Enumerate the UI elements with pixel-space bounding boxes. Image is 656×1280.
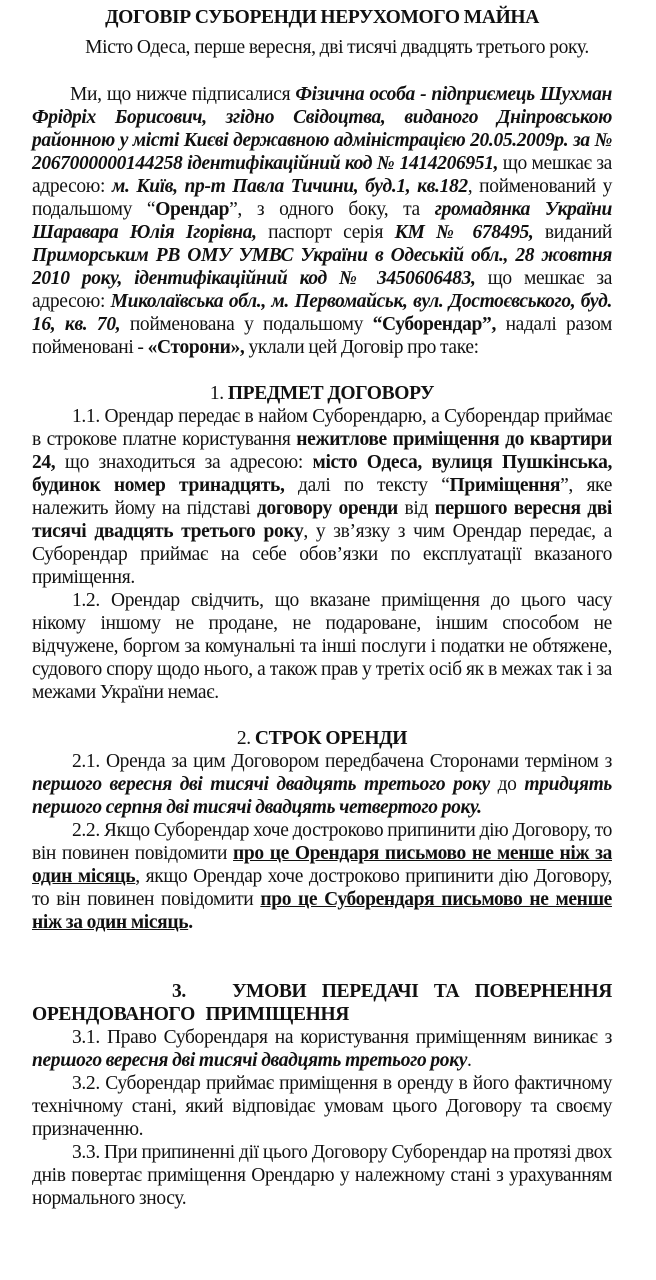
section-heading [32, 382, 612, 405]
text-run: 2.1. Оренда за цим Договором передбачена Сторонами терміном з [72, 751, 612, 772]
city-date-line: Місто Одеса, перше вересня, дві тисячі двадцять третього року. [85, 37, 589, 58]
text-run: 3.3. При припиненні дії цього Договору Суборендар на протязі двох днів повертає приміщення Орендарю у належному стані з урахуванням нормального зносу. [32, 1142, 612, 1209]
text-run: Орендар [155, 199, 230, 220]
text-run: 1.1. Орендар передає в найом Суборендарю, а Суборендар приймає в строкове платне користування [32, 406, 612, 450]
section-number: 3. [172, 981, 233, 1002]
text-run: м. Київ, пр-т Павла Тичини, буд.1, кв.182 [111, 176, 468, 197]
section-title: СТРОК ОРЕНДИ [254, 728, 408, 749]
text-run: про це Орендаря письмово не менше ніж за один місяць [32, 843, 612, 887]
contract-document [32, 6, 612, 1210]
text-run: нежитлове приміщення до квартири 24, [32, 429, 612, 473]
text-run: , якщо Орендар хоче достроково припинити дію Договору, то він повинен повідомити [32, 866, 612, 910]
text-run: , пойменований у подальшому “ [32, 176, 612, 220]
text-run: ”, з одного боку, та [229, 199, 435, 220]
text-run: «Сторони», [147, 337, 245, 358]
text-run: першого вересня дві тисячі двадцять третього року [32, 774, 490, 795]
text-run: 1.2. Орендар свідчить, що вказане приміщення до цього часу нікому іншому не продане, не подароване, іншим способом не відчужене, боргом за комунальні та інші послуги і податки не обтяжене, судового спору щодо нього, а також прав у третіх осіб як в межах так і за межами України немає. [32, 590, 612, 703]
text-run: договору оренди [256, 498, 398, 519]
text-run: що мешкає за адресою: [32, 153, 612, 197]
clause-paragraph [32, 1026, 612, 1072]
text-run: КМ № 678495, [394, 222, 534, 243]
clause-paragraph [32, 589, 612, 704]
section-title: ПРЕДМЕТ ДОГОВОРУ [227, 383, 435, 404]
text-run: що знаходиться за адресою: [55, 452, 313, 473]
section-heading [32, 727, 612, 750]
text-run: від [397, 498, 435, 519]
text-run: 3.1. Право Суборендаря на користування приміщенням виникає з [72, 1027, 612, 1048]
text-run: першого вересня дві тисячі двадцять третього року [32, 498, 612, 542]
text-run: про це Суборендаря письмово не менше ніж за один місяць [32, 889, 612, 933]
preamble-paragraph [32, 83, 612, 359]
sections [32, 359, 612, 1210]
section-number: 2. [236, 728, 255, 749]
clause-paragraph [32, 819, 612, 934]
text-run: 2.2. Якщо Суборендар хоче достроково припинити дію Договору, то він повинен повідомити [32, 820, 612, 864]
text-run: пойменована у подальшому [120, 314, 373, 335]
text-run: , у зв’язку з чим Орендар передає, а Суборендар приймає на себе обов’язки по експлуатації вказаного приміщення. [32, 521, 612, 588]
section-title: УМОВИ ПЕРЕДАЧІ ТА ПОВЕРНЕННЯ ОРЕНДОВАНОГО ПРИМІЩЕННЯ [32, 981, 612, 1025]
text-run: . [467, 1050, 472, 1071]
text-run: 3.2. Суборендар приймає приміщення в оренду в його фактичному технічному стані, який відповідає умовам цього Договору та своєму призначенню. [32, 1073, 612, 1140]
text-run: тридцять першого серпня дві тисячі двадцять четвертого року. [32, 774, 612, 818]
text-run: Приморським РВ ОМУ УМВС України в Одеській обл., 28 жовтня 2010 року, ідентифікаційний код № 3450606483, [32, 245, 612, 289]
section-heading [32, 980, 612, 1026]
text-run: надалі разом пойменовані - [32, 314, 613, 358]
text-run: далі по тексту “ [284, 475, 450, 496]
text-run: першого вересня дві тисячі двадцять третього року [32, 1050, 468, 1071]
section-number: 1. [209, 383, 228, 404]
clause-paragraph [32, 750, 612, 819]
clause-paragraph [32, 1072, 612, 1141]
text-run: “Суборендар”, [372, 314, 496, 335]
text-run: Миколаївська обл., м. Первомайськ, вул. Достоєвського, буд. 16, кв. 70, [32, 291, 612, 335]
text-run: громадянка України Шаравара Юлія Ігорівна, [32, 199, 613, 243]
text-run: . [188, 912, 193, 933]
text-run: Ми, що нижче підписалися [70, 84, 296, 105]
clause-paragraph [32, 405, 612, 589]
text-run: що мешкає за адресою: [32, 268, 612, 312]
text-run: місто Одеса, вулиця Пушкінська, будинок номер тринадцять, [32, 452, 612, 496]
text-run: паспорт серія [256, 222, 395, 243]
text-run: уклали цей Договір про таке: [244, 337, 479, 358]
clause-paragraph [32, 1141, 612, 1210]
text-run: виданий [533, 222, 612, 243]
text-run: ”, яке належить йому на підставі [32, 475, 613, 519]
text-run: Приміщення [449, 475, 561, 496]
document-title: ДОГОВІР СУБОРЕНДИ НЕРУХОМОГО МАЙНА [105, 7, 539, 28]
text-run: Фізична особа - підприємець Шухман Фрідріх Борисович, згідно Свідоцтва, виданого Дніпровською районною у місті Києві державною адміністрацією 20.05.2009р. за № 2067000000144258 ідентифікаційний код № 1414206951, [32, 84, 612, 174]
text-run: до [489, 774, 525, 795]
